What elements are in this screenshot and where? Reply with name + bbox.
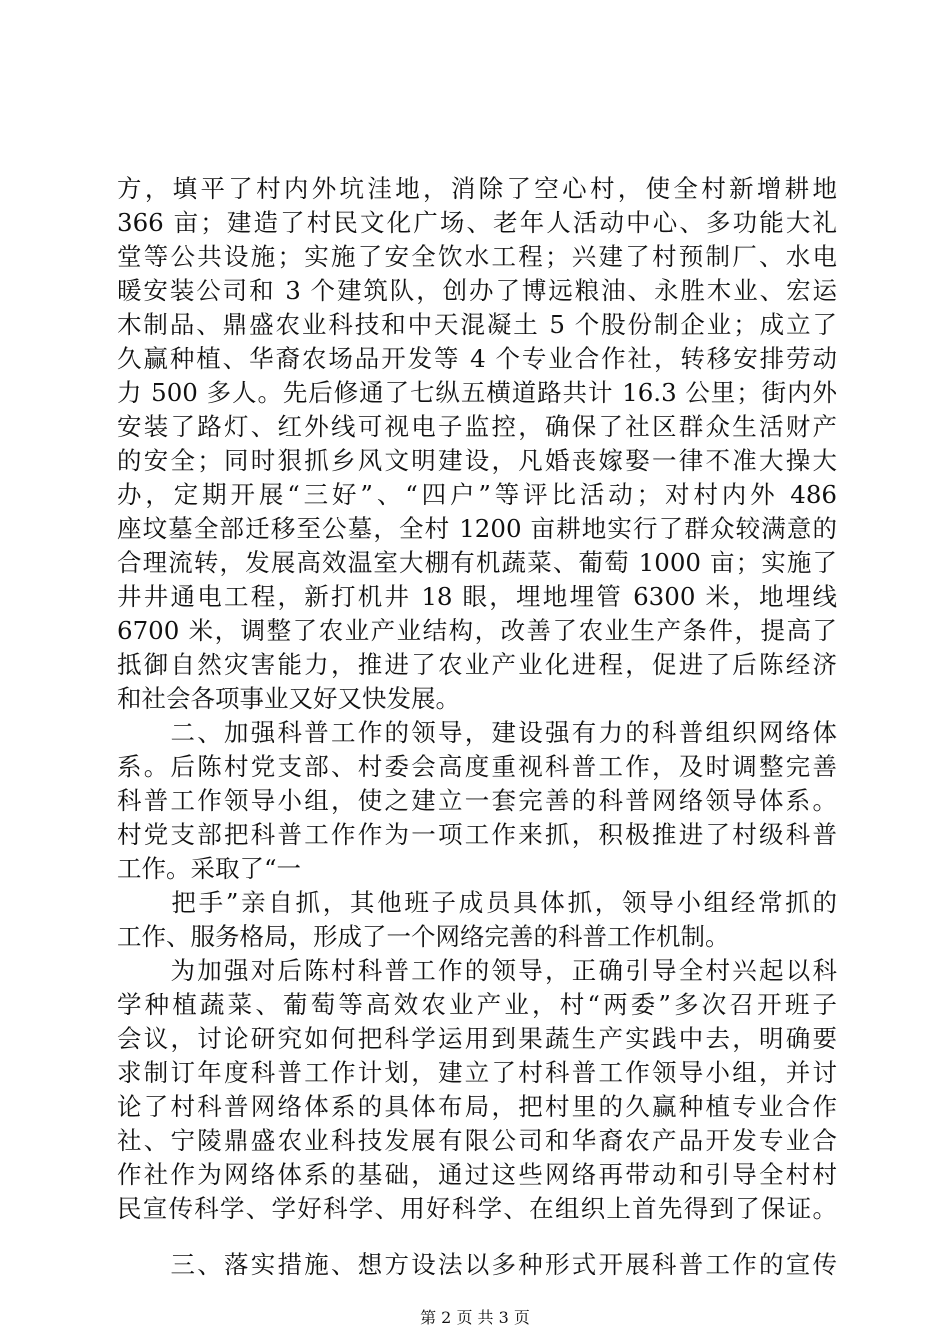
body-text-line: 办，定期开展“三好”、“四户”等评比活动；对村内外 486: [117, 480, 837, 509]
body-text-line: 科普工作领导小组，使之建立一套完善的科普网络领导体系。: [117, 786, 837, 815]
body-text-line: 系。后陈村党支部、村委会高度重视科普工作，及时调整完善: [117, 752, 837, 781]
body-text-line: 民宣传科学、学好科学、用好科学、在组织上首先得到了保证。: [117, 1194, 837, 1223]
body-text-line: 为加强对后陈村科普工作的领导，正确引导全村兴起以科: [117, 956, 837, 985]
body-text-line: 安装了路灯、红外线可视电子监控，确保了社区群众生活财产: [117, 412, 837, 441]
body-text-line: 366 亩；建造了村民文化广场、老年人活动中心、多功能大礼: [117, 208, 837, 237]
body-text-line: 久赢种植、华裔农场品开发等 4 个专业合作社，转移安排劳动: [117, 344, 837, 373]
body-text-line: 6700 米，调整了农业产业结构，改善了农业生产条件，提高了: [117, 616, 837, 645]
body-text-line: 座坟墓全部迁移至公墓，全村 1200 亩耕地实行了群众较满意的: [117, 514, 837, 543]
body-text-line: 作社作为网络体系的基础，通过这些网络再带动和引导全村村: [117, 1160, 837, 1189]
body-text-line: 的安全；同时狠抓乡风文明建设，凡婚丧嫁娶一律不准大操大: [117, 446, 837, 475]
section-heading-line: 三、落实措施、想方设法以多种形式开展科普工作的宣传: [117, 1250, 837, 1279]
body-text-line: 抵御自然灾害能力，推进了农业产业化进程，促进了后陈经济: [117, 650, 837, 679]
body-text-line: 井井通电工程，新打机井 18 眼，埋地埋管 6300 米，地埋线: [117, 582, 837, 611]
body-text-line: 学种植蔬菜、葡萄等高效农业产业，村“两委”多次召开班子: [117, 990, 837, 1019]
body-text-line: 暖安装公司和 3 个建筑队，创办了博远粮油、永胜木业、宏运: [117, 276, 837, 305]
body-text-line: 论了村科普网络体系的具体布局，把村里的久赢种植专业合作: [117, 1092, 837, 1121]
body-text-line: 堂等公共设施；实施了安全饮水工程；兴建了村预制厂、水电: [117, 242, 837, 271]
section-heading-line: 二、加强科普工作的领导，建设强有力的科普组织网络体: [117, 718, 837, 747]
body-text-line: 和社会各项事业又好又快发展。: [117, 684, 460, 713]
body-text-line: 求制订年度科普工作计划，建立了村科普工作领导小组，并讨: [117, 1058, 837, 1087]
body-text-line: 工作。采取了“一: [117, 854, 302, 883]
body-text-line: 村党支部把科普工作作为一项工作来抓，积极推进了村级科普: [117, 820, 837, 849]
body-text-line: 把手”亲自抓，其他班子成员具体抓，领导小组经常抓的: [117, 888, 837, 917]
body-text-line: 力 500 多人。先后修通了七纵五横道路共计 16.3 公里；街内外: [117, 378, 837, 407]
body-text-line: 方，填平了村内外坑洼地，消除了空心村，使全村新增耕地: [117, 174, 837, 203]
body-text-line: 木制品、鼎盛农业科技和中天混凝土 5 个股份制企业；成立了: [117, 310, 837, 339]
body-text-line: 社、宁陵鼎盛农业科技发展有限公司和华裔农产品开发专业合: [117, 1126, 837, 1155]
body-text-line: 会议，讨论研究如何把科学运用到果蔬生产实践中去，明确要: [117, 1024, 837, 1053]
page-footer: 第 2 页 共 3 页: [420, 1308, 530, 1327]
body-text-line: 工作、服务格局，形成了一个网络完善的科普工作机制。: [117, 922, 730, 951]
body-text-line: 合理流转，发展高效温室大棚有机蔬菜、葡萄 1000 亩；实施了: [117, 548, 837, 577]
